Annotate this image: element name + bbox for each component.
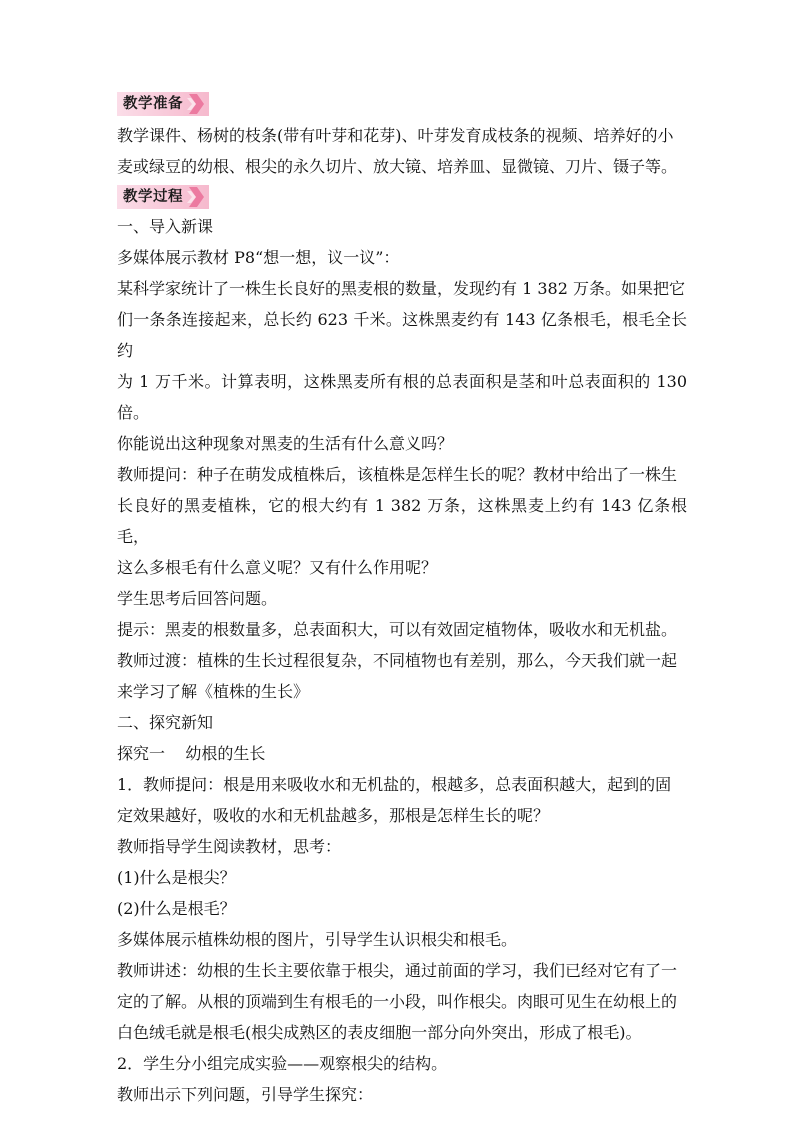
body-line: 探究一 幼根的生长 — [117, 744, 266, 763]
body-line: 教师讲述：幼根的生长主要依靠于根尖，通过前面的学习，我们已经对它有了一 — [117, 961, 678, 980]
chevron-right-icon — [187, 185, 205, 209]
body-line: 长良好的黑麦植株，它的根大约有 1 382 万条，这株黑麦上约有 143 亿条根毛， — [117, 496, 687, 546]
section-tag-label: 教学准备 — [123, 96, 183, 112]
body-line: 定的了解。从根的顶端到生有根毛的一小段，叫作根尖。肉眼可见生在幼根上的 — [117, 992, 678, 1011]
body-line: 多媒体展示植株幼根的图片，引导学生认识根尖和根毛。 — [117, 930, 518, 949]
document-page — [117, 92, 687, 1110]
body-line: 1．教师提问：根是用来吸收水和无机盐的，根越多，总表面积越大，起到的固 — [117, 775, 672, 794]
process-body — [117, 211, 687, 1110]
section-tag-teaching-prep — [117, 92, 209, 116]
body-line: 来学习了解《植株的生长》 — [117, 682, 310, 701]
body-line: 二、探究新知 — [117, 713, 214, 732]
body-line: 2．学生分小组完成实验——观察根尖的结构。 — [117, 1054, 448, 1073]
body-line: 这么多根毛有什么意义呢？又有什么作用呢？ — [117, 558, 438, 577]
prep-line: 麦或绿豆的幼根、根尖的永久切片、放大镜、培养皿、显微镜、刀片、镊子等。 — [117, 157, 678, 176]
body-line: 教师过渡：植株的生长过程很复杂，不同植物也有差别，那么，今天我们就一起 — [117, 651, 678, 670]
body-line: (2)什么是根毛？ — [117, 899, 236, 918]
body-line: 教师出示下列问题，引导学生探究： — [117, 1085, 374, 1104]
body-line: 多媒体展示教材 P8“想一想，议一议”： — [117, 248, 400, 267]
body-line: 教师指导学生阅读教材，思考： — [117, 837, 342, 856]
body-line: 学生思考后回答问题。 — [117, 589, 278, 608]
section-tag-label: 教学过程 — [123, 189, 183, 205]
body-line: 教师提问：种子在萌发成植株后，该植株是怎样生长的呢？教材中给出了一株生 — [117, 465, 678, 484]
body-line: 为 1 万千米。计算表明，这株黑麦所有根的总表面积是茎和叶总表面积的 130 倍。 — [117, 372, 687, 422]
body-line: 你能说出这种现象对黑麦的生活有什么意义吗？ — [117, 434, 454, 453]
section-tag-teaching-process — [117, 185, 209, 209]
chevron-right-icon — [187, 92, 205, 116]
body-line: 一、导入新课 — [117, 217, 214, 236]
body-line: (1)什么是根尖？ — [117, 868, 236, 887]
prep-line: 教学课件、杨树的枝条(带有叶芽和花芽)、叶芽发育成枝条的视频、培养好的小 — [117, 126, 674, 145]
body-line: 某科学家统计了一株生长良好的黑麦根的数量，发现约有 1 382 万条。如果把它 — [117, 279, 685, 298]
body-line: 定效果越好，吸收的水和无机盐越多，那根是怎样生长的呢？ — [117, 806, 550, 825]
body-line: 白色绒毛就是根毛(根尖成熟区的表皮细胞一部分向外突出，形成了根毛)。 — [117, 1023, 642, 1042]
body-line: 们一条条连接起来，总长约 623 千米。这株黑麦约有 143 亿条根毛，根毛全长约 — [117, 310, 687, 360]
body-line: 提示：黑麦的根数量多，总表面积大，可以有效固定植物体，吸收水和无机盐。 — [117, 620, 678, 639]
